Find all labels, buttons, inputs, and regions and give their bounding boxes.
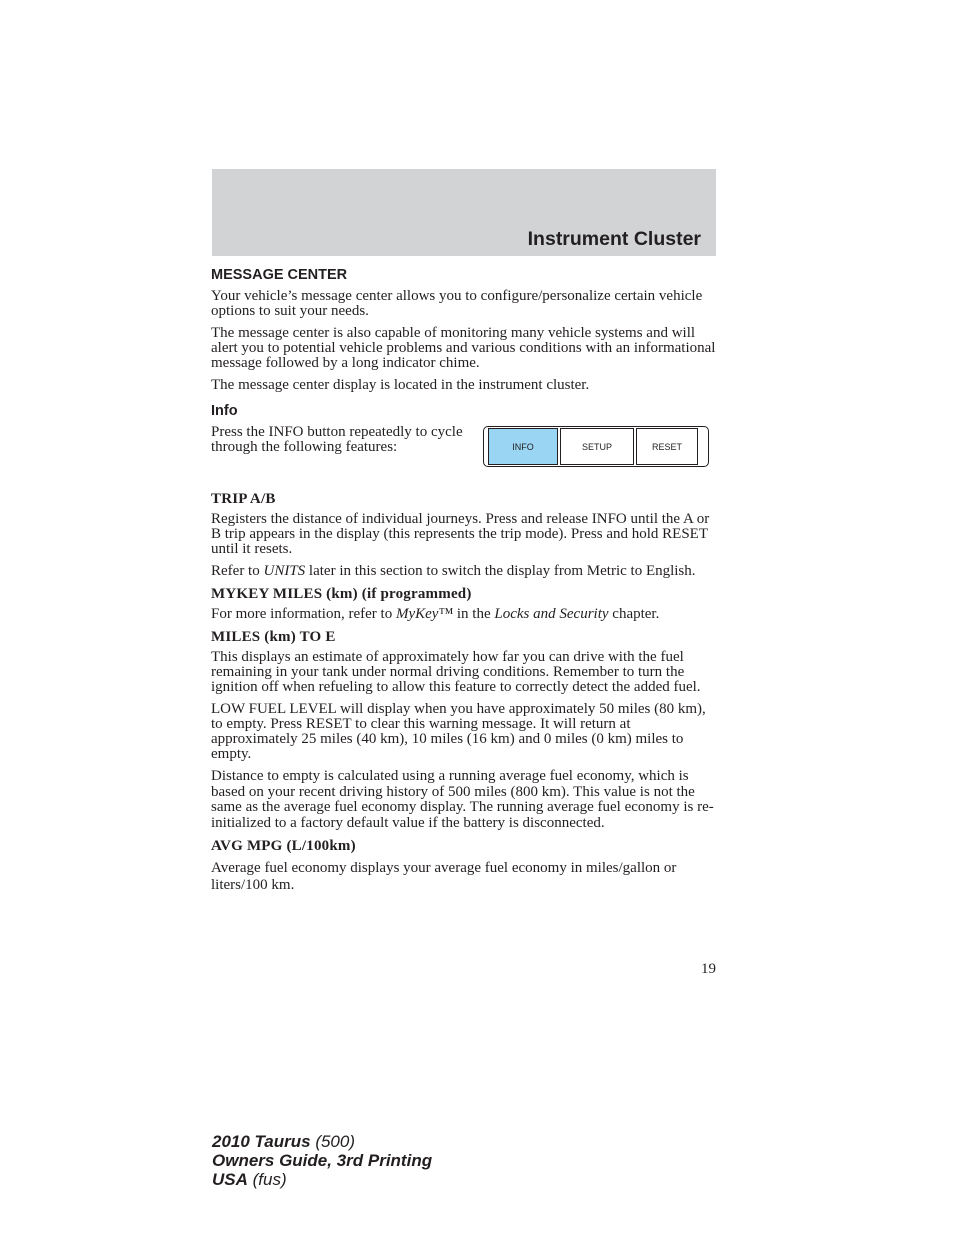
document-footer <box>212 1132 432 1189</box>
chapter-title: Instrument Cluster <box>527 228 701 250</box>
heading-message-center: MESSAGE CENTER <box>211 267 348 283</box>
heading-mykey: MYKEY MILES (km) (if programmed) <box>211 586 472 602</box>
locks-security-reference: Locks and Security <box>494 606 609 622</box>
paragraph-miles-to-e-estimate: This displays an estimate of approximately how far you can drive with the fuel remaining in your tank under normal driving conditions. Remember to turn the ignition off when refueling to allow this feature to correctly detect the added fuel. <box>211 649 701 695</box>
footer-line-guide: Owners Guide, 3rd Printing <box>212 1151 433 1170</box>
footer-line-model: 2010 Taurus (500) <box>212 1132 356 1151</box>
message-center-button-panel <box>483 426 709 467</box>
paragraph-trip: Registers the distance of individual journeys. Press and release INFO until the A or B trip appears in the display (this represents the trip mode). Press and hold RESET until it resets. <box>211 511 710 557</box>
chapter-header-band <box>212 169 716 256</box>
heading-trip: TRIP A/B <box>211 491 276 507</box>
paragraph-message-center-location: The message center display is located in the instrument cluster. <box>211 377 590 393</box>
paragraph-message-center-intro: Your vehicle’s message center allows you to configure/personalize certain vehicle options to suit your needs. <box>211 288 703 319</box>
mykey-reference: MyKey™ <box>395 606 454 622</box>
page-number: 19 <box>701 961 716 977</box>
heading-info: Info <box>211 403 238 419</box>
reset-button-illustration: RESET <box>636 428 698 465</box>
paragraph-info: Press the INFO button repeatedly to cycle through the following features: <box>211 424 463 455</box>
paragraph-message-center-monitoring: The message center is also capable of monitoring many vehicle systems and will alert you to potential vehicle problems and various conditions with an informational message followed by a long indicator chime. <box>211 325 716 371</box>
footer-line-region: USA (fus) <box>212 1170 287 1189</box>
paragraph-trip-units: Refer to UNITS later in this section to switch the display from Metric to English. <box>211 563 696 579</box>
heading-miles-to-e: MILES (km) TO E <box>211 629 336 645</box>
units-reference: UNITS <box>263 563 306 579</box>
heading-avg-mpg: AVG MPG (L/100km) <box>211 838 356 855</box>
info-button-illustration: INFO <box>488 428 558 465</box>
paragraph-distance-to-empty: Distance to empty is calculated using a running average fuel economy, which is based on your recent driving history of 500 miles (800 km). This value is not the same as the average fuel economy display. The running average fuel economy is re-initialized to a factory default value if the battery is disconnected. <box>211 768 714 831</box>
paragraph-avg-mpg: Average fuel economy displays your average fuel economy in miles/gallon or liters/100 km. <box>211 860 677 894</box>
paragraph-low-fuel-level: LOW FUEL LEVEL will display when you have approximately 50 miles (80 km), to empty. Press RESET to clear this warning message. It will return at approximately 25 miles (40 km), 10 miles (16 km) and 0 miles (0 km) miles to empty. <box>211 701 706 762</box>
setup-button-illustration: SETUP <box>560 428 634 465</box>
info-row <box>211 425 717 487</box>
page-content <box>211 266 717 894</box>
paragraph-mykey: For more information, refer to MyKey™ in the Locks and Security chapter. <box>211 606 660 622</box>
